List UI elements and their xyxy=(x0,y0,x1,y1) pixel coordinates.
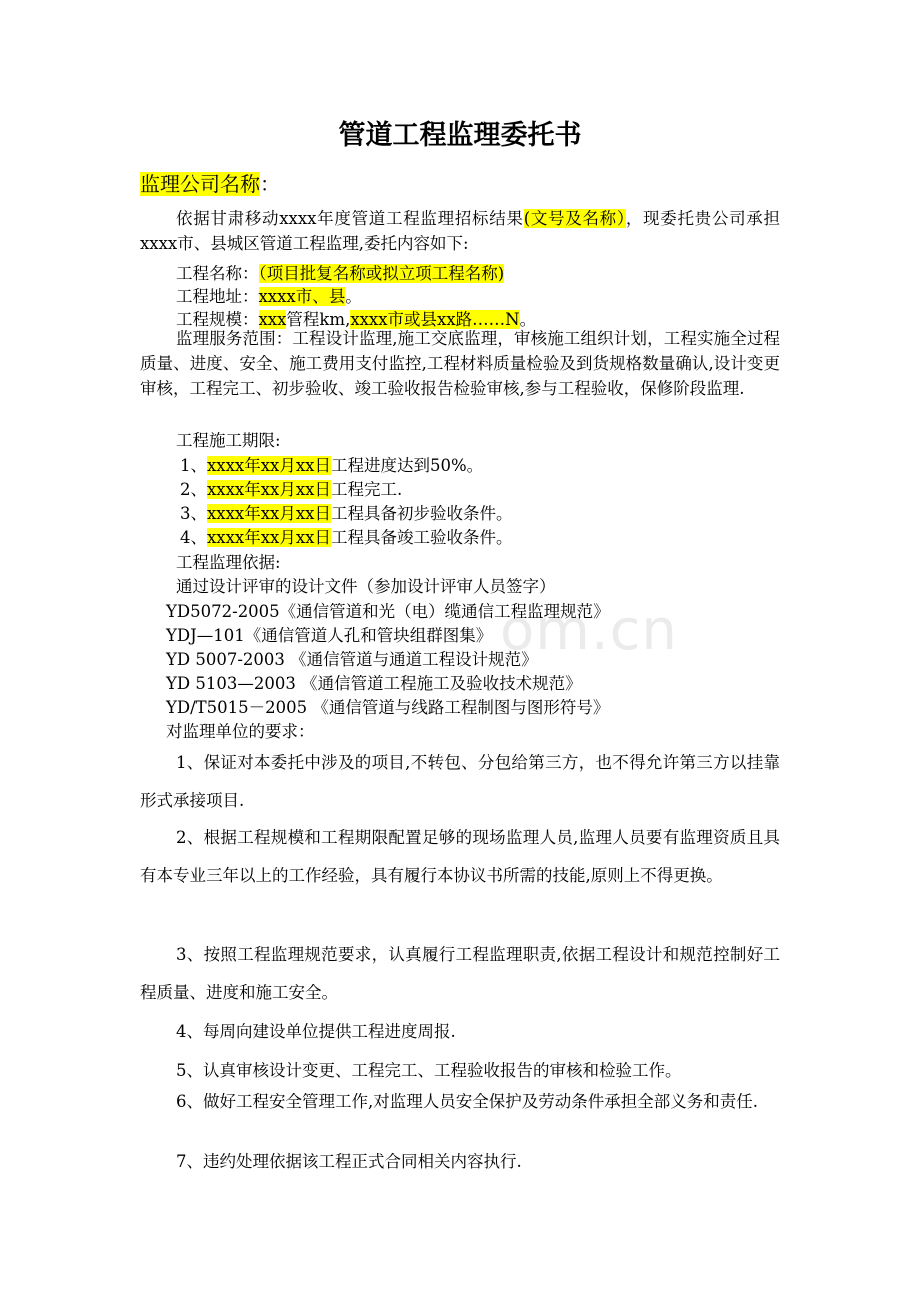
requirement-item: 3、按照工程监理规范要求，认真履行工程监理职责,依据工程设计和规范控制好工程质量、进度和施工安全。 xyxy=(140,945,780,1002)
project-scale-a: xxx xyxy=(258,310,287,329)
period-text: 工程进度达到50%。 xyxy=(330,456,484,475)
intro-text-c: ，现委托贵公司承担xxxx市、县城区管道工程监理,委托内容如下: xyxy=(140,209,781,253)
period-num: 2、 xyxy=(180,480,207,499)
basis-item: YD 5103—2003 《通信管道工程施工及验收技术规范》 xyxy=(166,674,582,693)
period-num: 1、 xyxy=(180,456,207,475)
requirement-item: 7、违约处理依据该工程正式合同相关内容执行. xyxy=(176,1152,522,1171)
period-text: 工程完工. xyxy=(330,480,403,499)
period-date: xxxx年xx月xx日 xyxy=(207,456,331,475)
period-item xyxy=(180,452,483,476)
project-address-label: 工程地址： xyxy=(176,287,259,306)
company-name-line xyxy=(140,168,280,197)
period-item xyxy=(180,524,512,548)
requirement-item: 2、根据工程规模和工程期限配置足够的现场监理人员,监理人员要有监理资质且具有本专业三年以上的工作经验，具有履行本协议书所需的技能,原则上不得更换。 xyxy=(140,828,780,885)
intro-doc-number: (文号及名称） xyxy=(523,209,626,228)
basis-item: YD5072-2005《通信管道和光（电）缆通信工程监理规范》 xyxy=(166,602,610,621)
requirement-item: 5、认真审核设计变更、工程完工、工程验收报告的审核和检验工作。 xyxy=(176,1061,682,1080)
period-text: 工程具备初步验收条件。 xyxy=(330,504,513,523)
project-scale-label: 工程规模： xyxy=(176,310,259,329)
project-address-line xyxy=(176,283,362,307)
requirement-item: 1、保证对本委托中涉及的项目,不转包、分包给第三方，也不得允许第三方以挂靠形式承接项目. xyxy=(140,753,780,810)
requirements-label: 对监理单位的要求： xyxy=(166,722,315,741)
project-name-value: （项目批复名称或拟立项工程名称) xyxy=(258,264,505,283)
basis-item: YD/T5015－2005 《通信管道与线路工程制图与图形符号》 xyxy=(166,698,610,717)
requirement-item: 6、做好工程安全管理工作,对监理人员安全保护及劳动条件承担全部义务和责任. xyxy=(176,1092,758,1111)
project-name-label: 工程名称： xyxy=(176,264,259,283)
document-title: 管道工程监理委托书 xyxy=(338,120,582,151)
company-name-colon: ： xyxy=(260,172,280,196)
period-num: 4、 xyxy=(180,528,207,547)
intro-text-a: 依据甘肃移动xxxx年度管道工程监理招标结果 xyxy=(176,209,524,228)
basis-item: 通过设计评审的设计文件（参加设计评审人员签字） xyxy=(176,577,556,596)
project-scale-c: xxxx市或县xx路……N xyxy=(350,310,520,329)
period-label: 工程施工期限: xyxy=(176,431,281,450)
scope-paragraph: 监理服务范围：工程设计监理,施工交底监理，审核施工组织计划，工程实施全过程质量、进度、安全、施工费用支付监控,工程材料质量检验及到货规格数量确认,设计变更审核，工程完工、初步验收、竣工验收报告检验审核,参与工程验收，保修阶段监理. xyxy=(140,329,780,398)
period-date: xxxx年xx月xx日 xyxy=(207,480,331,499)
watermark: om.cn xyxy=(500,598,678,663)
project-scale-b: 管程km, xyxy=(286,310,351,329)
period-text: 工程具备竣工验收条件。 xyxy=(330,528,513,547)
basis-item: YDJ—101《通信管道人孔和管块组群图集》 xyxy=(166,626,493,645)
project-scale-end: 。 xyxy=(519,310,537,329)
basis-item: YD 5007-2003 《通信管道与通道工程设计规范》 xyxy=(166,650,538,669)
project-address-end: 。 xyxy=(345,287,362,306)
requirement-item: 4、每周向建设单位提供工程进度周报. xyxy=(176,1022,456,1041)
project-address-value: xxxx市、县 xyxy=(258,287,346,306)
period-date: xxxx年xx月xx日 xyxy=(207,504,331,523)
basis-label: 工程监理依据: xyxy=(176,553,281,572)
period-date: xxxx年xx月xx日 xyxy=(207,528,331,547)
period-num: 3、 xyxy=(180,504,207,523)
company-name-label: 监理公司名称 xyxy=(140,172,260,196)
project-name-line xyxy=(176,260,504,284)
period-item xyxy=(180,500,512,524)
intro-paragraph xyxy=(140,206,780,256)
period-item xyxy=(180,476,402,500)
